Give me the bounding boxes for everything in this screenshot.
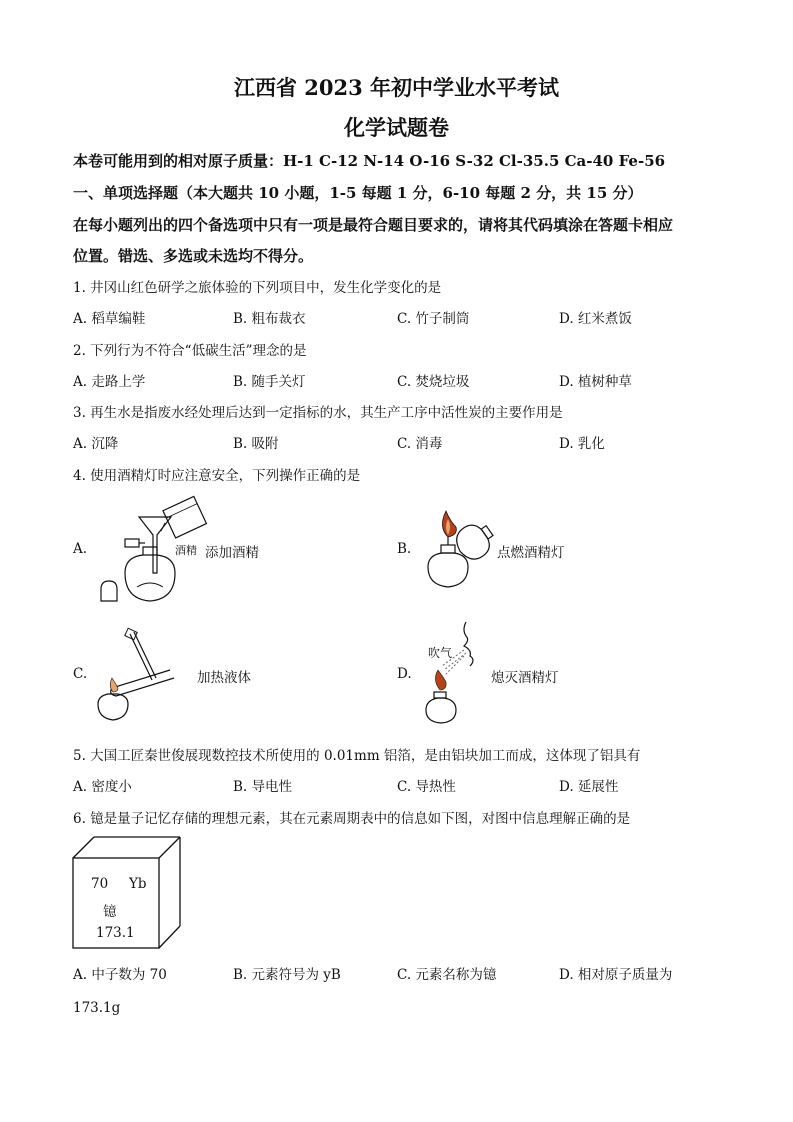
element-name: 镱 [103,904,117,920]
fig-a-bottle-label: 酒精 [175,544,197,557]
atomic-mass-note: 本卷可能用到的相对原子质量：H-1 C-12 N-14 O-16 S-32 Cl-35.5 Ca-40 Fe-56 [73,152,666,170]
fig-b-letter: B. [397,541,412,557]
q6-option-d: D. 相对原子质量为 [559,967,673,983]
q3-option-b: B. 吸附 [233,436,279,452]
heat-liquid-figure [90,630,190,725]
q5-option-d: D. 延展性 [559,779,619,795]
q3-option-a: A. 沉降 [73,436,119,452]
element-atomic-number: 70 [91,876,109,892]
question-5-stem: 5. 大国工匠秦世俊展现数控技术所使用的 0.01mm 铝箔，是由铝块加工而成，这体现了铝具有 [73,748,641,764]
q2-option-c: C. 焚烧垃圾 [397,374,470,390]
q3-option-c: C. 消毒 [397,436,443,452]
fig-a-label: 添加酒精 [205,545,259,561]
section-heading: 一、单项选择题（本大题共 10 小题，1-5 每题 1 分，6-10 每题 2 分，共 15 分） [73,184,643,202]
q6-option-d-continued: 173.1g [73,1000,121,1016]
exam-title: 江西省 2023 年初中学业水平考试 [233,75,560,100]
element-symbol: Yb [129,876,147,892]
q1-option-c: C. 竹子制筒 [397,311,470,327]
q3-option-d: D. 乳化 [559,436,605,452]
instruction-line-1: 在每小题列出的四个备选项中只有一项是最符合题目要求的，请将其代码填涂在答题卡相应 [73,216,674,234]
q2-option-d: D. 植树种草 [559,374,632,390]
fig-c-letter: C. [73,666,88,682]
fig-d-label: 熄灭酒精灯 [491,670,559,686]
fig-d-blow-label: 吹气 [428,646,453,660]
question-2-stem: 2. 下列行为不符合“低碳生活”理念的是 [73,343,307,359]
fig-d-letter: D. [397,666,412,682]
fig-a-letter: A. [73,541,88,557]
instruction-line-2: 位置。错选、多选或未选均不得分。 [73,247,314,265]
element-mass: 173.1 [96,925,135,941]
q5-option-b: B. 导电性 [233,779,293,795]
question-4-stem: 4. 使用酒精灯时应注意安全，下列操作正确的是 [73,468,361,484]
exam-subtitle: 化学试题卷 [344,115,449,140]
question-3-stem: 3. 再生水是指废水经处理后达到一定指标的水，其生产工序中活性炭的主要作用是 [73,405,563,421]
add-alcohol-figure [95,495,215,610]
q1-option-b: B. 粗布裁衣 [233,311,306,327]
q5-option-c: C. 导热性 [397,779,456,795]
q1-option-a: A. 稻草编鞋 [73,311,146,327]
light-lamp-figure [420,505,500,590]
question-6-stem: 6. 镱是量子记忆存储的理想元素，其在元素周期表中的信息如下图，对图中信息理解正确的是 [73,811,631,827]
q6-option-c: C. 元素名称为镱 [397,967,497,983]
q5-option-a: A. 密度小 [73,779,132,795]
question-1-stem: 1. 井冈山红色研学之旅体验的下列项目中，发生化学变化的是 [73,280,442,296]
q2-option-b: B. 随手关灯 [233,374,306,390]
q6-option-b: B. 元素符号为 yB [233,967,341,983]
fig-b-label: 点燃酒精灯 [497,545,565,561]
q6-option-a: A. 中子数为 70 [73,967,167,983]
fig-c-label: 加热液体 [197,670,251,686]
q1-option-d: D. 红米煮饭 [559,311,632,327]
extinguish-lamp-figure [420,620,500,725]
q2-option-a: A. 走路上学 [73,374,146,390]
